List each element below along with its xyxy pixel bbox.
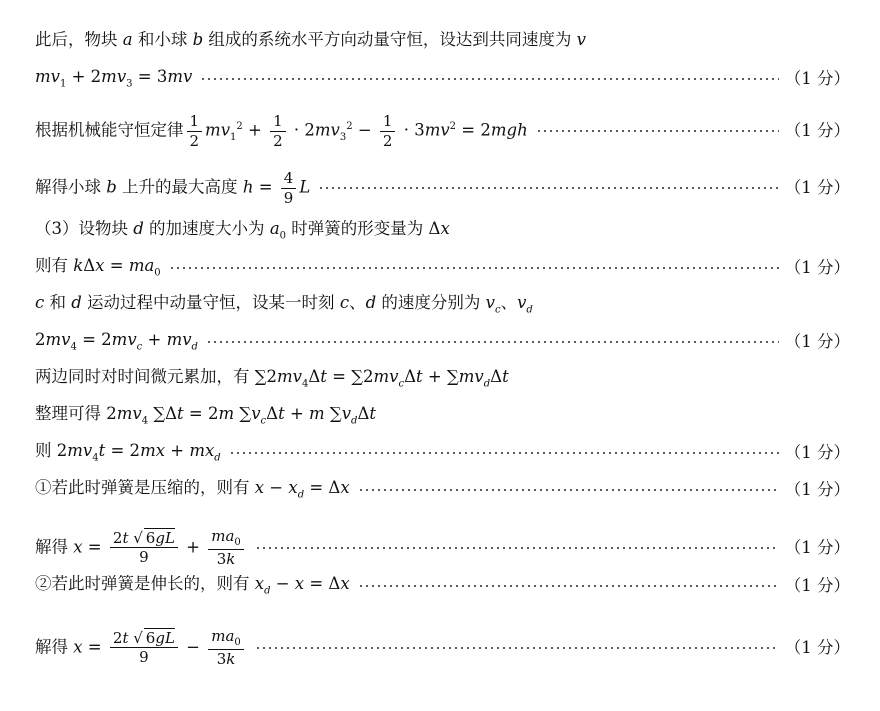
equation: $2mv_4 = 2mv_c + mv_d$ — [35, 330, 198, 353]
score-mark: （1 分） — [784, 68, 850, 88]
solution-line — [35, 69, 850, 89]
leader-dots — [229, 452, 779, 454]
leader-dots — [318, 187, 778, 189]
solution-line — [35, 480, 850, 500]
leader-dots — [255, 647, 779, 649]
equation: 则 $2mv_4t = 2mx + mx_d$ — [35, 441, 221, 464]
solution-line — [35, 295, 850, 315]
equation: 解得小球 b 上升的最大高度 h = $\frac{4}{9}$ L — [35, 169, 311, 207]
leader-dots — [358, 489, 779, 491]
score-mark: （1 分） — [784, 177, 850, 197]
leader-dots — [200, 78, 778, 80]
solution-line — [35, 369, 850, 389]
line-text: 此后，物块 a 和小球 b 组成的系统水平方向动量守恒，设达到共同速度为 v — [35, 30, 586, 49]
leader-dots — [169, 267, 779, 269]
line-text: （3）设物块 d 的加速度大小为 $a_0$ 时弹簧的形变量为 Δx — [35, 219, 450, 242]
score-mark: （1 分） — [784, 637, 850, 657]
equation: ①若此时弹簧是压缩的，则有 $x - x_d = \Delta x$ — [35, 478, 350, 501]
solution-line — [35, 258, 850, 278]
leader-dots — [206, 341, 779, 343]
solution-line — [35, 406, 850, 426]
leader-dots — [255, 547, 779, 549]
leader-dots — [358, 585, 779, 587]
solution-line — [35, 576, 850, 596]
solution-line — [35, 628, 850, 668]
equation: 两边同时对时间微元累加，有 $\sum 2mv_4\Delta t = \sum 2mv_c\Delta t + \sum mv_d\Delta t$ — [35, 367, 509, 390]
equation: 根据机械能守恒定律 $\frac{1}{2}$ $mv_1^2$ + $\frac{1}{2}$ · $2mv_3^2$ − $\frac{1}{2}$ · $3mv^2 = 2mgh$ — [35, 112, 528, 150]
solution-line — [35, 332, 850, 352]
solution-line — [35, 170, 850, 206]
solution-line — [35, 32, 850, 49]
score-mark: （1 分） — [784, 479, 850, 499]
solution-line — [35, 443, 850, 463]
equation: 整理可得 $2mv_4$ ∑Δt = 2m $\sum v_c\Delta t + m$ $\sum v_d\Delta t$ — [35, 404, 377, 427]
score-mark: （1 分） — [784, 575, 850, 595]
solution-line — [35, 221, 850, 241]
solution-line — [35, 113, 850, 149]
score-mark: （1 分） — [784, 331, 850, 351]
line-text: c 和 d 运动过程中动量守恒，设某一时刻 c、d 的速度分别为 $v_c$、$v_d$ — [35, 293, 533, 316]
score-mark: （1 分） — [784, 442, 850, 462]
solution-line — [35, 528, 850, 568]
equation: 则有 $k\Delta x = ma_0$ — [35, 256, 161, 279]
leader-dots — [536, 130, 779, 132]
score-mark: （1 分） — [784, 537, 850, 557]
equation: ②若此时弹簧是伸长的，则有 $x_d - x = \Delta x$ — [35, 574, 350, 597]
equation: 解得 x = $\frac{2t √ 6gL}{9}$ − $\frac{ma_0}{3k}$ — [35, 628, 247, 668]
equation: 解得 x = $\frac{2t √ 6gL}{9}$ + $\frac{ma_0}{3k}$ — [35, 528, 247, 568]
equation: $mv_1 + 2mv_3 = 3mv$ — [35, 67, 193, 90]
score-mark: （1 分） — [784, 257, 850, 277]
score-mark: （1 分） — [784, 120, 850, 140]
